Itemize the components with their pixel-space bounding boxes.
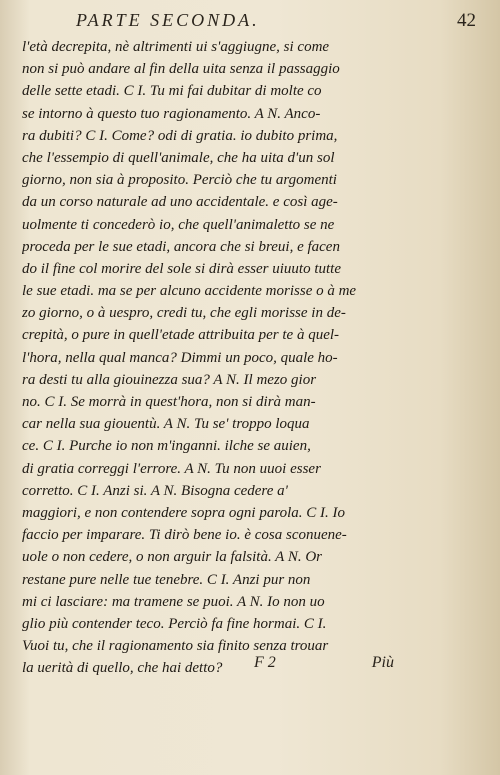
text-line: restane pure nelle tue tenebre. C I. Anzi pur non <box>22 571 311 588</box>
text-line: glio più contender teco. Perciò fa fine hormai. C I. <box>22 615 327 632</box>
text-line: giorno, non sia à proposito. Perciò che tu argomenti <box>22 172 337 189</box>
text-line: la uerità di quello, che hai detto? <box>22 660 223 677</box>
text-line: l'hora, nella qual manca? Dimmi un poco, quale ho- <box>22 349 338 366</box>
text-line: le sue etadi. ma se per alcuno accidente morisse o à me <box>22 283 357 300</box>
text-line: crepità, o pure in quell'etade attribuita per te à quel- <box>22 327 340 344</box>
text-line: di gratia correggi l'errore. A N. Tu non uuoi esser <box>22 460 321 477</box>
text-line: Vuoi tu, che il ragionamento sia finito senza trouar <box>22 638 329 655</box>
text-line: do il fine col morire del sole si dirà esser uiuuto tutte <box>22 260 341 277</box>
text-line: ce. C I. Purche io non m'inganni. ilche se auien, <box>22 438 311 455</box>
text-line: da un corso naturale ad uno accidentale. e così age- <box>22 194 338 211</box>
text-line: no. C I. Se morrà in quest'hora, non si dirà man- <box>22 394 316 410</box>
page-header <box>70 8 480 36</box>
running-head: PARTE SECONDA. <box>76 10 260 30</box>
text-line: delle sette etadi. C I. Tu mi fai dubitar di molte co <box>22 83 322 100</box>
text-line: ra desti tu alla giouinezza sua? A N. Il mezo gior <box>22 371 317 388</box>
page-footer <box>22 652 394 680</box>
text-line: ra dubiti? C I. Come? odi di gratia. io dubito prima, <box>22 127 338 144</box>
text-line: non si può andare al fin della uita senza il passaggio <box>22 61 340 78</box>
text-line: maggiori, e non contendere sopra ogni parola. C I. Io <box>22 504 346 521</box>
show-through-text <box>430 600 490 612</box>
text-line: proceda per le sue etadi, ancora che si breui, e facen <box>22 238 340 255</box>
text-line: uolmente ti concederò io, che quell'animaletto se ne <box>22 216 335 233</box>
catchword: Più <box>371 654 394 671</box>
text-line: zo giorno, o à uespro, credi tu, che egli morisse in de- <box>22 305 346 322</box>
page-number: 42 <box>457 10 476 31</box>
signature-mark: F 2 <box>254 654 276 671</box>
text-line: che l'essempio di quell'animale, che ha uita d'un sol <box>22 149 335 166</box>
text-line: faccio per imparare. Ti dirò bene io. è cosa sconuene- <box>22 527 347 544</box>
text-line: car nella sua giouentù. A N. Tu se' troppo loqua <box>22 416 310 433</box>
text-line: se intorno à questo tuo ragionamento. A N. Anco- <box>22 105 321 122</box>
text-line: mi ci lasciare: ma tramene se puoi. A N. Io non uo <box>22 593 325 610</box>
text-line: corretto. C I. Anzi si. A N. Bisogna cedere a' <box>22 482 288 499</box>
text-line: uole o non cedere, o non arguir la falsità. A N. Or <box>22 549 322 566</box>
text-line: l'età decrepita, nè altrimenti ui s'aggiugne, si come <box>22 39 330 55</box>
body-text <box>22 36 394 679</box>
